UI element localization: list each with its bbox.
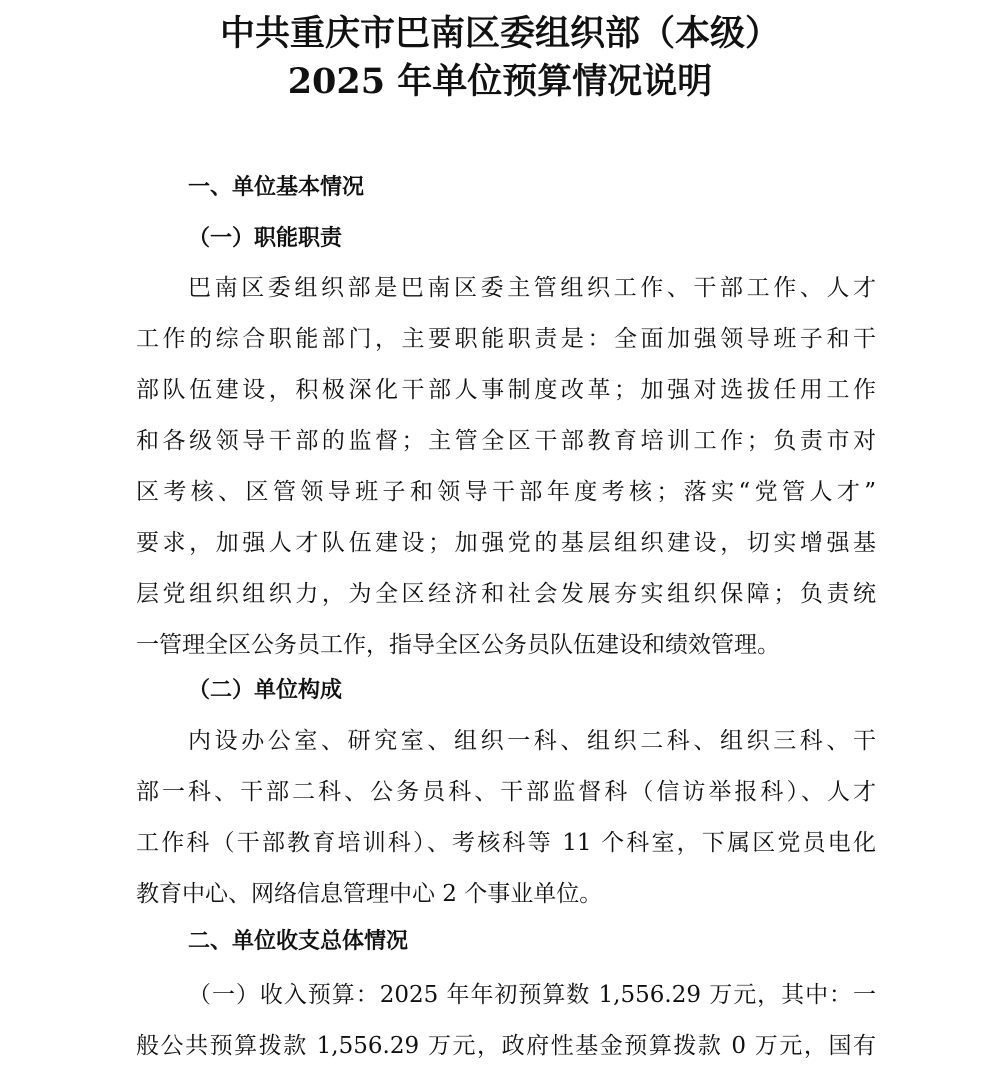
paragraph-line: 层党组织组织力，为全区经济和社会发展夯实组织保障；负责统 bbox=[136, 581, 876, 607]
paragraph-line: 内设办公室、研究室、组织一科、组织二科、组织三科、干 bbox=[188, 728, 876, 754]
section-heading-basic-info: 一、单位基本情况 bbox=[188, 175, 365, 200]
paragraph-line: 教育中心、网络信息管理中心 2 个事业单位。 bbox=[136, 881, 603, 907]
section-heading-revenue-expenditure: 二、单位收支总体情况 bbox=[188, 929, 409, 954]
paragraph-line: 和各级领导干部的监督；主管全区干部教育培训工作；负责市对 bbox=[136, 428, 876, 454]
subsection-heading-functions: （一）职能职责 bbox=[188, 225, 343, 251]
paragraph-line: 巴南区委组织部是巴南区委主管组织工作、干部工作、人才 bbox=[188, 275, 876, 301]
paragraph-line: 部队伍建设，积极深化干部人事制度改革；加强对选拔任用工作 bbox=[136, 377, 876, 403]
paragraph-line: 要求，加强人才队伍建设；加强党的基层组织建设，切实增强基 bbox=[136, 530, 876, 556]
paragraph-line: 部一科、干部二科、公务员科、干部监督科（信访举报科）、人才 bbox=[136, 779, 876, 805]
document-title-line-1: 中共重庆市巴南区委组织部（本级） bbox=[219, 13, 780, 54]
paragraph-structure bbox=[136, 716, 876, 920]
document-title-line-2: 2025 年单位预算情况说明 bbox=[287, 61, 713, 102]
paragraph-line: 工作科（干部教育培训科）、考核科等 11 个科室，下属区党员电化 bbox=[136, 830, 876, 856]
subsection-heading-structure: （二）单位构成 bbox=[188, 677, 343, 703]
paragraph-line: 工作的综合职能部门，主要职能职责是：全面加强领导班子和干 bbox=[136, 326, 876, 352]
paragraph-line: 一管理全区公务员工作，指导全区公务员队伍建设和绩效管理。 bbox=[136, 632, 780, 658]
paragraph-revenue bbox=[136, 970, 876, 1072]
paragraph-line: （一）收入预算：2025 年年初预算数 1,556.29 万元，其中：一 bbox=[188, 982, 876, 1008]
paragraph-functions bbox=[136, 263, 876, 671]
paragraph-line: 区考核、区管领导班子和领导干部年度考核；落实“党管人才” bbox=[136, 479, 876, 505]
paragraph-line: 般公共预算拨款 1,556.29 万元，政府性基金预算拨款 0 万元，国有 bbox=[136, 1033, 876, 1059]
